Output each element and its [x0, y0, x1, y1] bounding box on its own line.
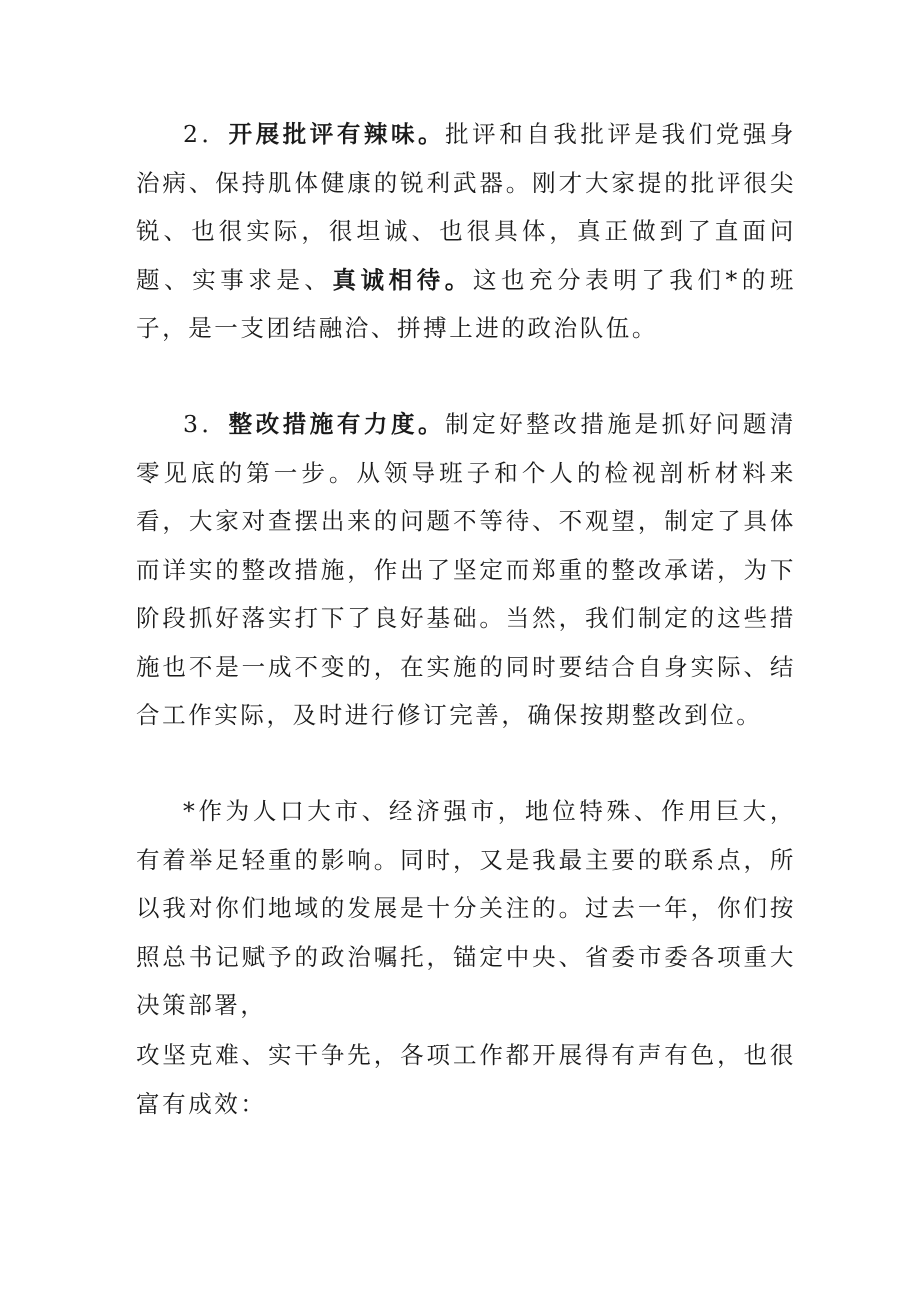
paragraph-body: 制定好整改措施是抓好问题清零见底的第一步。从领导班子和个人的检视剖析材料来看，大家对查摆出来的问题不等待、不观望，制定了具体而详实的整改措施，作出了坚定而郑重的整改承诺，为下阶段抓好落实打下了良好基础。当然，我们制定的这些措施也不是一成不变的，在实施的同时要结合自身实际、结合工作实际，及时进行修订完善，确保按期整改到位。: [136, 410, 796, 729]
paragraph-achievements: [136, 1031, 796, 1128]
paragraph-rectification: [136, 400, 796, 740]
paragraph-body-continued: 这也充分表明了我们*的班子，是一支团结融洽、拼搏上进的政治队伍。: [136, 265, 796, 342]
paragraph-criticism: [136, 110, 796, 353]
paragraph-body: *作为人口大市、经济强市，地位特殊、作用巨大，有着举足轻重的影响。同时，又是我最主要的联系点，所以我对你们地域的发展是十分关注的。过去一年，你们按照总书记赋予的政治嘱托，锚定中央、省委市委各项重大决策部署，: [136, 797, 796, 1019]
emphasis-text: 真诚相待。: [332, 265, 473, 294]
paragraph-heading: 开展批评有辣味。: [228, 120, 446, 148]
paragraph-city-status: [136, 787, 796, 1030]
paragraph-number: 3．: [183, 410, 229, 438]
paragraph-number: 2．: [183, 120, 229, 148]
paragraph-body: 攻坚克难、实干争先，各项工作都开展得有声有色，也很富有成效：: [136, 1041, 796, 1118]
paragraph-heading: 整改措施有力度。: [228, 410, 446, 438]
paragraph-body: 批评和自我批评是我们党强身治病、保持肌体健康的锐利武器。刚才大家提的批评很尖锐、也很实际，很坦诚、也很具体，真正做到了直面问题、实事求是、: [136, 120, 796, 294]
